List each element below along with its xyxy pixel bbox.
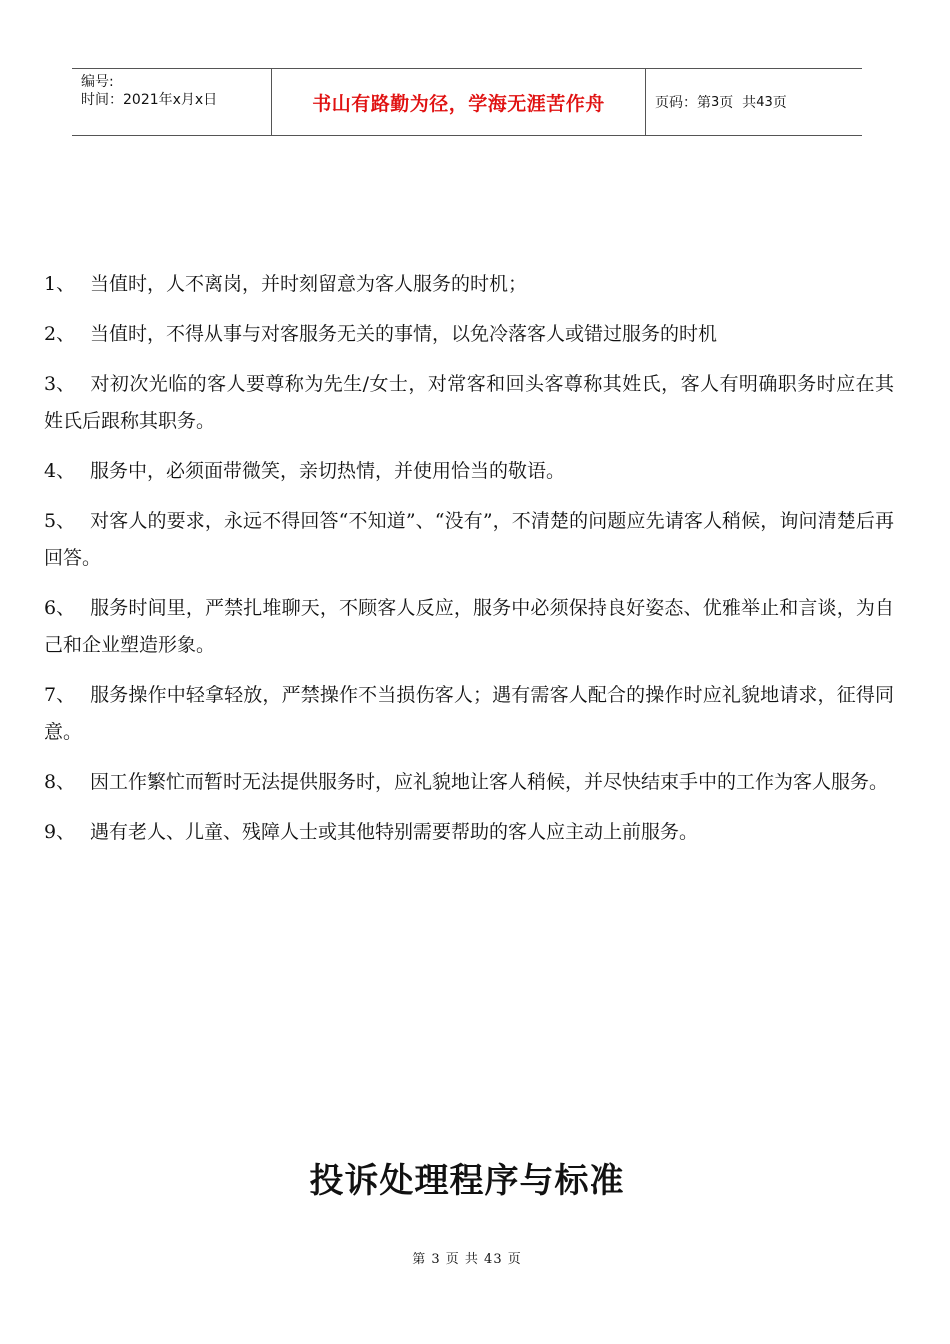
page-label: 页码：第 [655, 95, 711, 111]
item-number: 7、 [44, 684, 76, 706]
document-number-label: 编号: [81, 74, 114, 90]
header-motto: 书山有路勤为径，学海无涯苦作舟 [272, 69, 646, 135]
item-number: 4、 [44, 460, 76, 482]
page-mid-label: 页 共 [719, 95, 757, 111]
list-item [44, 764, 894, 801]
list-item [44, 453, 894, 490]
item-number: 9、 [44, 821, 76, 843]
document-time-label: 时间：2021年x月x日 [81, 92, 218, 108]
item-text: 因工作繁忙而暂时无法提供服务时，应礼貌地让客人稍候，并尽快结束手中的工作为客人服务。 [90, 771, 889, 793]
item-number: 1、 [44, 273, 76, 295]
page-end-label: 页 [772, 95, 787, 111]
item-text: 服务时间里，严禁扎堆聊天，不顾客人反应，服务中必须保持良好姿态、优雅举止和言谈，为自己和企业塑造形象。 [44, 597, 894, 656]
item-text: 服务中，必须面带微笑，亲切热情，并使用恰当的敬语。 [90, 460, 566, 482]
page-footer: 第 3 页 共 43 页 [412, 1252, 522, 1267]
item-text: 服务操作中轻拿轻放，严禁操作不当损伤客人；遇有需客人配合的操作时应礼貌地请求，征得同意。 [44, 684, 894, 743]
item-text: 对初次光临的客人要尊称为先生/女士，对常客和回头客尊称其姓氏，客人有明确职务时应在其姓氏后跟称其职务。 [44, 373, 894, 432]
page-total: 43 [756, 94, 773, 110]
item-number: 2、 [44, 323, 76, 345]
list-item [44, 590, 894, 664]
item-text: 遇有老人、儿童、残障人士或其他特别需要帮助的客人应主动上前服务。 [90, 821, 699, 843]
list-item [44, 503, 894, 577]
item-text: 对客人的要求，永远不得回答“不知道”、“没有”，不清楚的问题应先请客人稍候，询问清楚后再回答。 [44, 510, 894, 569]
item-number: 3、 [44, 373, 76, 395]
item-text: 当值时，不得从事与对客服务无关的事情，以免冷落客人或错过服务的时机 [90, 323, 718, 345]
item-number: 5、 [44, 510, 76, 532]
header-page-info [646, 69, 862, 135]
item-number: 6、 [44, 597, 76, 619]
list-item [44, 677, 894, 751]
list-item [44, 316, 894, 353]
page-current: 3 [711, 94, 720, 110]
list-item [44, 266, 894, 303]
page-header [72, 68, 862, 136]
list-item [44, 814, 894, 851]
header-meta [72, 69, 272, 135]
item-text: 当值时，人不离岗，并时刻留意为客人服务的时机； [90, 273, 528, 295]
section-title: 投诉处理程序与标准 [309, 1161, 625, 1201]
item-number: 8、 [44, 771, 76, 793]
service-rules-list [44, 266, 894, 864]
list-item [44, 366, 894, 440]
